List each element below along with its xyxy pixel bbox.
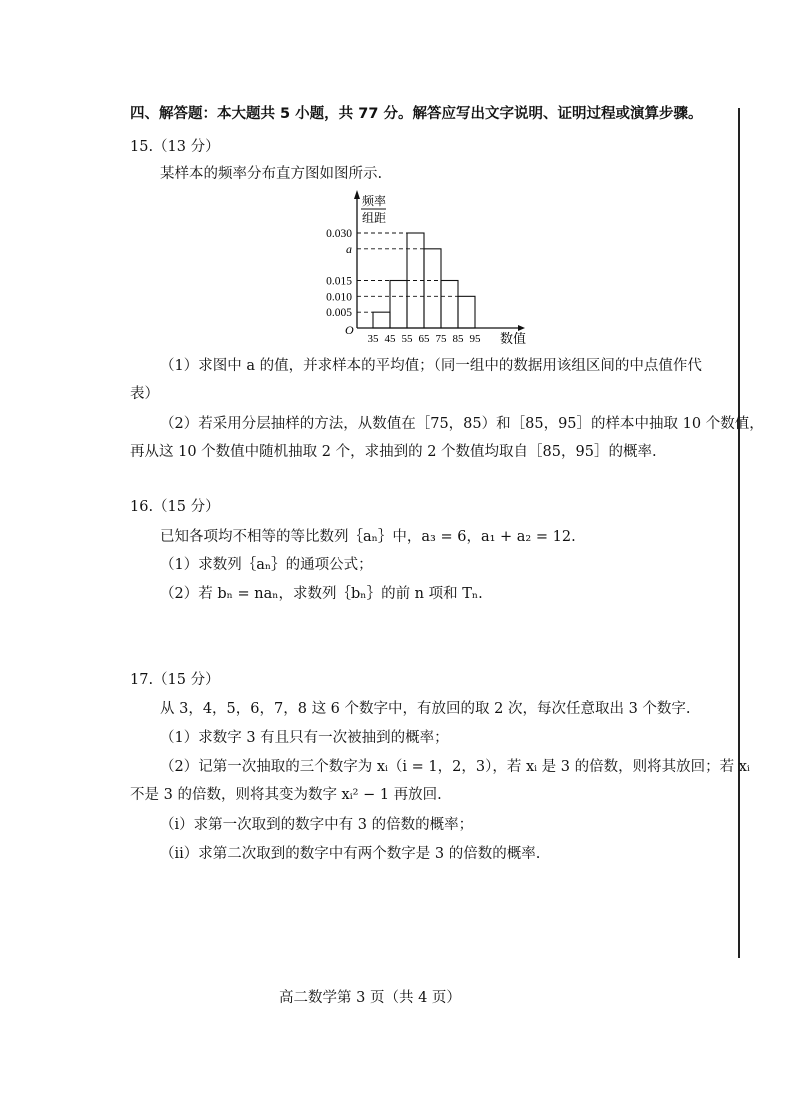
- x-tick-label: 75: [435, 333, 447, 345]
- origin-label: O: [345, 323, 354, 337]
- x-tick-label: 55: [401, 333, 413, 345]
- histogram-bar: [390, 281, 407, 329]
- histogram-bar: [424, 249, 441, 328]
- q15-heading: 15.（13 分）: [130, 139, 220, 155]
- q15-part2-line2: 再从这 10 个数值中随机抽取 2 个，求抽到的 2 个数值均取自［85，95］的概率.: [130, 444, 657, 460]
- q17-heading: 17.（15 分）: [130, 672, 220, 688]
- y-tick-label: 0.015: [326, 275, 352, 288]
- page-footer: 高二数学第 3 页（共 4 页）: [279, 990, 461, 1006]
- q17-part1: （1）求数字 3 有且只有一次被抽到的概率；: [160, 730, 449, 746]
- histogram-bar: [458, 296, 475, 328]
- q16-heading: 16.（15 分）: [130, 499, 220, 515]
- histogram-bar: [373, 312, 390, 328]
- q17-part2-line2: 不是 3 的倍数，则将其变为数字 xᵢ² − 1 再放回.: [130, 787, 442, 803]
- x-tick-label: 85: [452, 333, 464, 345]
- y-label-denominator: 组距: [362, 211, 387, 225]
- q16-part2: （2）若 bₙ = naₙ，求数列｛bₙ｝的前 n 项和 Tₙ.: [160, 586, 483, 602]
- x-tick-label: 35: [367, 333, 379, 345]
- q17-part2-ii: （ⅱ）求第二次取到的数字中有两个数字是 3 的倍数的概率.: [160, 846, 541, 862]
- q17-intro: 从 3，4，5，6，7，8 这 6 个数字中，有放回的取 2 次，每次任意取出 3 个数字.: [160, 701, 691, 717]
- q16-part1: （1）求数列｛aₙ｝的通项公式；: [160, 557, 373, 573]
- x-tick-label: 65: [418, 333, 430, 345]
- q15-part1-line1: （1）求图中 a 的值，并求样本的平均值；（同一组中的数据用该组区间的中点值作代: [160, 358, 702, 374]
- q17-part2-line1: （2）记第一次抽取的三个数字为 xᵢ（i = 1，2，3），若 xᵢ 是 3 的倍数，则将其放回；若 xᵢ: [160, 759, 750, 775]
- y-tick-label: 0.005: [326, 307, 352, 320]
- y-tick-label: a: [346, 241, 352, 256]
- q15-part1-line2: 表）: [130, 386, 159, 402]
- q15-part2-line1: （2）若采用分层抽样的方法，从数值在［75，85）和［85，95］的样本中抽取 10 个数值，: [160, 416, 764, 432]
- x-axis-label: 数值: [500, 331, 527, 346]
- frequency-histogram: [0, 185, 785, 355]
- histogram-bar: [441, 281, 458, 329]
- q15-intro: 某样本的频率分布直方图如图所示.: [160, 166, 383, 182]
- x-tick-label: 45: [384, 333, 396, 345]
- y-axis-arrow: [354, 190, 360, 199]
- section-header: 四、解答题：本大题共 5 小题，共 77 分。解答应写出文字说明、证明过程或演算步骤。: [130, 106, 703, 122]
- q16-intro: 已知各项均不相等的等比数列｛aₙ｝中，a₃ = 6，a₁ + a₂ = 12.: [160, 529, 576, 545]
- q17-part2-i: （ⅰ）求第一次取到的数字中有 3 的倍数的概率；: [160, 817, 474, 833]
- x-tick-label: 95: [469, 333, 481, 345]
- y-tick-label: 0.030: [326, 228, 352, 240]
- y-label-numerator: 频率: [362, 194, 387, 208]
- y-tick-label: 0.010: [326, 291, 352, 304]
